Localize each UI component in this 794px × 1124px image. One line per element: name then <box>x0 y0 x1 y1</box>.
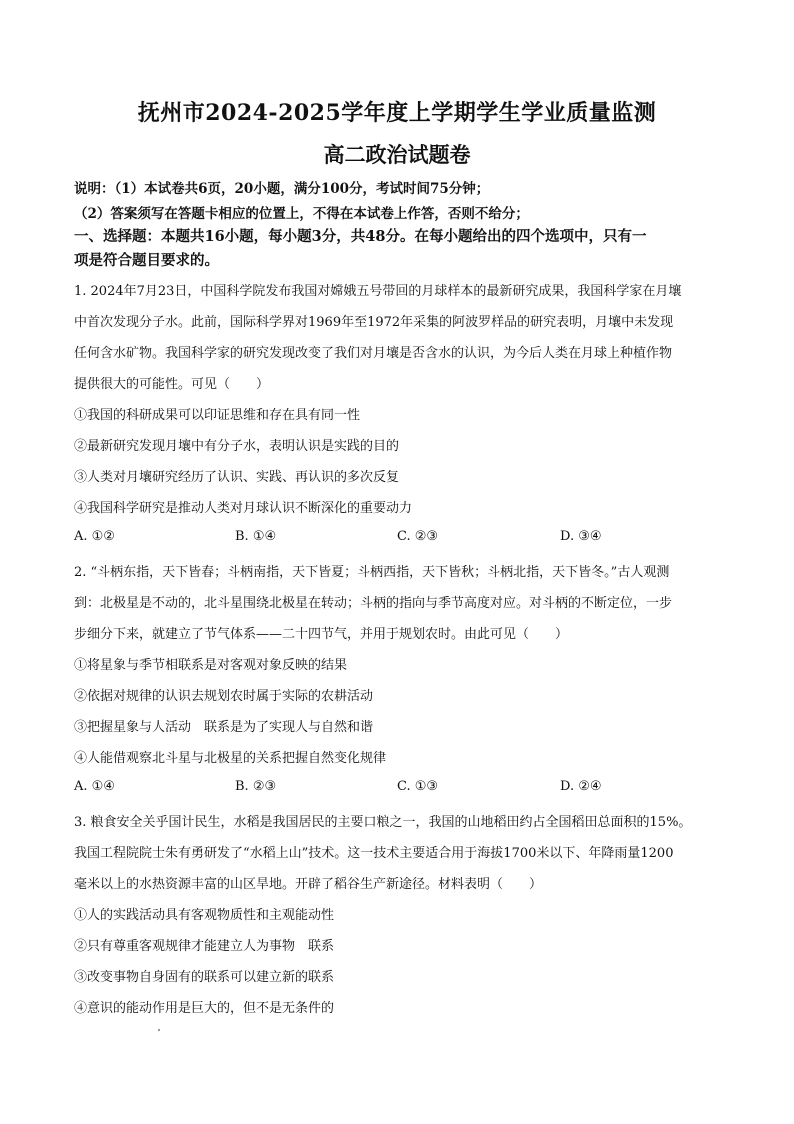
question-stem-line: 1. 2024年7月23日，中国科学院发布我国对嫦娥五号带回的月球样本的最新研究成果，我国科学家在月壤 <box>74 284 682 299</box>
statement-item: ③改变事物自身固有的联系可以建立新的联系 <box>74 970 335 985</box>
option-c: C. ②③ <box>397 529 439 544</box>
section-heading-line-2: 项是符合题目要求的。 <box>74 252 219 269</box>
statement-item: ①将星象与季节相联系是对客观对象反映的结果 <box>74 658 348 673</box>
option-c: C. ①③ <box>397 779 439 794</box>
scan-speck <box>158 1029 160 1031</box>
question-stem-line: 到：北极星是不动的，北斗星围绕北极星在转动；斗柄的指向与季节高度对应。对斗柄的不断定位，一步 <box>74 596 673 611</box>
question-stem-line: 毫米以上的水热资源丰富的山区旱地。开辟了稻谷生产新途径。材料表明（ ） <box>74 877 543 892</box>
question-stem-line: 任何含水矿物。我国科学家的研究发现改变了我们对月壤是否含水的认识，为今后人类在月球上种植作物 <box>74 346 673 361</box>
question-stem-line: 中首次发现分子水。此前，国际科学界对1969年至1972年采集的阿波罗样品的研究表明，月壤中未发现 <box>74 315 674 330</box>
statement-item: ③把握星象与人活动 联系是为了实现人与自然和谐 <box>74 720 374 735</box>
statement-item: ①人的实践活动具有客观物质性和主观能动性 <box>74 908 335 923</box>
exam-title: 抚州市2024-2025学年度上学期学生学业质量监测 <box>137 100 657 126</box>
option-b: B. ②③ <box>235 779 277 794</box>
question-stem-line: 3. 粮食安全关乎国计民生，水稻是我国居民的主要口粮之一，我国的山地稻田约占全国稻田总面积的15%。 <box>74 815 692 830</box>
statement-item: ②最新研究发现月壤中有分子水，表明认识是实践的目的 <box>74 439 400 454</box>
option-a: A. ①② <box>74 529 115 544</box>
question-stem-line: 2. “斗柄东指，天下皆春；斗柄南指，天下皆夏；斗柄西指，天下皆秋；斗柄北指，天下皆冬。”古人观测 <box>74 565 670 580</box>
question-stem-line: 提供很大的可能性。可见（ ） <box>74 377 270 392</box>
section-heading-line-1: 一、选择题：本题共16小题，每小题3分，共48分。在每小题给出的四个选项中，只有一 <box>74 228 647 245</box>
statement-item: ②依据对规律的认识去规划农时属于实际的农耕活动 <box>74 689 374 704</box>
option-d: D. ②④ <box>560 779 602 794</box>
instructions-line-1: 说明：（1）本试卷共6页，20小题，满分100分，考试时间75分钟； <box>74 181 490 197</box>
statement-item: ④我国科学研究是推动人类对月球认识不断深化的重要动力 <box>74 501 413 516</box>
option-b: B. ①④ <box>235 529 277 544</box>
statement-item: ①我国的科研成果可以印证思维和存在具有同一性 <box>74 408 361 423</box>
statement-item: ④人能借观察北斗星与北极星的关系把握自然变化规律 <box>74 751 387 766</box>
option-d: D. ③④ <box>560 529 602 544</box>
instructions-line-2: （2）答案须写在答题卡相应的位置上，不得在本试卷上作答，否则不给分； <box>74 206 529 222</box>
statement-item: ④意识的能动作用是巨大的，但不是无条件的 <box>74 1001 335 1016</box>
exam-subtitle: 高二政治试题卷 <box>323 142 471 167</box>
statement-item: ③人类对月壤研究经历了认识、实践、再认识的多次反复 <box>74 470 400 485</box>
option-a: A. ①④ <box>74 779 115 794</box>
statement-item: ②只有尊重客观规律才能建立人为事物 联系 <box>74 939 335 954</box>
question-stem-line: 我国工程院院士朱有勇研发了“水稻上山”技术。这一技术主要适合用于海拔1700米以下、年降雨量1200 <box>74 846 674 861</box>
question-stem-line: 步细分下来，就建立了节气体系——二十四节气，并用于规划农时。由此可见（ ） <box>74 627 569 642</box>
